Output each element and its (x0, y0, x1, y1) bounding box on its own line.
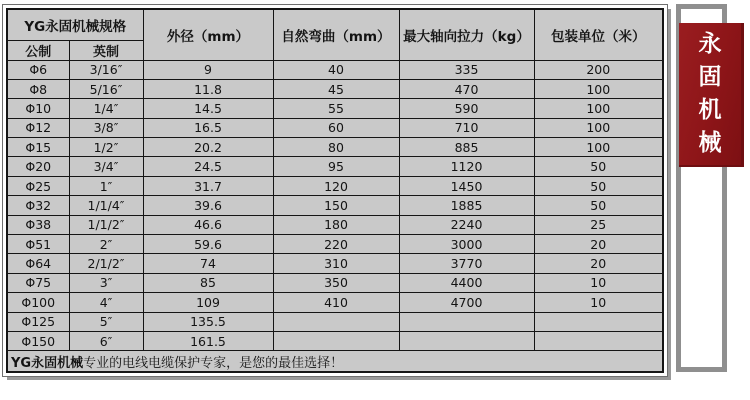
table-row (7, 273, 663, 292)
table-cell: Φ75 (7, 273, 69, 292)
table-row (7, 79, 663, 98)
table-row (7, 118, 663, 137)
table-cell (273, 312, 399, 331)
table-cell: Φ15 (7, 138, 69, 157)
table-row (7, 312, 663, 331)
table-row (7, 99, 663, 118)
header-outer-diameter: 外径（mm） (143, 9, 273, 60)
header-max-tension: 最大轴向拉力（kg） (399, 9, 534, 60)
banner-char-4: 械 (698, 130, 722, 156)
footer-row (7, 351, 663, 372)
table-cell: 200 (534, 60, 663, 79)
table-cell: 50 (534, 196, 663, 215)
table-cell (273, 331, 399, 350)
spec-table-body (7, 60, 663, 351)
table-cell: 100 (534, 118, 663, 137)
table-cell: 4400 (399, 273, 534, 292)
table-cell: 109 (143, 293, 273, 312)
table-cell (399, 312, 534, 331)
table-cell: Φ125 (7, 312, 69, 331)
table-cell: 14.5 (143, 99, 273, 118)
table-cell: Φ150 (7, 331, 69, 350)
table-cell: 470 (399, 79, 534, 98)
table-cell: 1/1/2″ (69, 215, 143, 234)
table-cell: 161.5 (143, 331, 273, 350)
table-cell: 885 (399, 138, 534, 157)
table-cell: 4″ (69, 293, 143, 312)
table-cell: 1″ (69, 176, 143, 195)
table-cell: 74 (143, 254, 273, 273)
spec-table (6, 8, 664, 373)
table-cell: 11.8 (143, 79, 273, 98)
table-cell: 1885 (399, 196, 534, 215)
table-cell: Φ6 (7, 60, 69, 79)
table-cell: 1/4″ (69, 99, 143, 118)
table-row (7, 138, 663, 157)
table-cell: 3/4″ (69, 157, 143, 176)
table-row (7, 235, 663, 254)
table-cell: 310 (273, 254, 399, 273)
footer-slogan: 专业的电线电缆保护专家，是您的最佳选择！ (83, 355, 344, 371)
table-cell (534, 331, 663, 350)
table-cell: 5/16″ (69, 79, 143, 98)
table-cell: 16.5 (143, 118, 273, 137)
table-cell: 10 (534, 273, 663, 292)
table-cell: 3000 (399, 235, 534, 254)
table-cell: 3/16″ (69, 60, 143, 79)
table-cell: 2/1/2″ (69, 254, 143, 273)
table-cell: Φ25 (7, 176, 69, 195)
table-row (7, 254, 663, 273)
table-cell: 3770 (399, 254, 534, 273)
table-cell: 6″ (69, 331, 143, 350)
table-cell: 60 (273, 118, 399, 137)
table-cell: Φ10 (7, 99, 69, 118)
table-row (7, 60, 663, 79)
table-cell: 3″ (69, 273, 143, 292)
table-cell: Φ51 (7, 235, 69, 254)
table-cell: Φ12 (7, 118, 69, 137)
table-cell: 180 (273, 215, 399, 234)
table-cell: 46.6 (143, 215, 273, 234)
table-row (7, 293, 663, 312)
header-natural-bend: 自然弯曲（mm） (273, 9, 399, 60)
table-cell: 4700 (399, 293, 534, 312)
table-cell: 45 (273, 79, 399, 98)
table-cell: 3/8″ (69, 118, 143, 137)
table-cell: 135.5 (143, 312, 273, 331)
table-cell: 20 (534, 235, 663, 254)
header-row-main (7, 9, 663, 40)
table-cell: 1120 (399, 157, 534, 176)
table-cell: Φ100 (7, 293, 69, 312)
table-cell: 410 (273, 293, 399, 312)
table-cell: 1/2″ (69, 138, 143, 157)
table-cell: 55 (273, 99, 399, 118)
table-cell: 590 (399, 99, 534, 118)
table-row (7, 157, 663, 176)
table-cell: 39.6 (143, 196, 273, 215)
table-cell (534, 312, 663, 331)
table-row (7, 176, 663, 195)
table-cell: Φ38 (7, 215, 69, 234)
header-spec-title: YG永固机械规格 (7, 9, 143, 40)
table-cell: 350 (273, 273, 399, 292)
table-cell (399, 331, 534, 350)
table-cell: 31.7 (143, 176, 273, 195)
table-cell: 40 (273, 60, 399, 79)
table-cell: 85 (143, 273, 273, 292)
table-cell: 50 (534, 157, 663, 176)
table-cell: 25 (534, 215, 663, 234)
table-row (7, 215, 663, 234)
table-cell: 2″ (69, 235, 143, 254)
table-cell: 2240 (399, 215, 534, 234)
footer-cell (7, 351, 663, 372)
table-cell: 335 (399, 60, 534, 79)
table-cell: 9 (143, 60, 273, 79)
table-cell: 80 (273, 138, 399, 157)
table-cell: Φ32 (7, 196, 69, 215)
table-cell: Φ20 (7, 157, 69, 176)
header-metric: 公制 (7, 40, 69, 60)
brand-banner (679, 23, 744, 167)
table-cell: 20.2 (143, 138, 273, 157)
footer-brand: YG永固机械 (11, 355, 84, 371)
table-cell: 5″ (69, 312, 143, 331)
banner-char-2: 固 (698, 64, 722, 90)
table-cell: 59.6 (143, 235, 273, 254)
table-cell: 95 (273, 157, 399, 176)
table-cell: 100 (534, 99, 663, 118)
table-row (7, 196, 663, 215)
banner-char-1: 永 (698, 31, 722, 57)
table-cell: 150 (273, 196, 399, 215)
header-packing-unit: 包装单位（米） (534, 9, 663, 60)
table-cell: 1/1/4″ (69, 196, 143, 215)
table-cell: 50 (534, 176, 663, 195)
table-cell: 100 (534, 79, 663, 98)
table-cell: 220 (273, 235, 399, 254)
table-cell: 100 (534, 138, 663, 157)
header-imperial: 英制 (69, 40, 143, 60)
table-cell: 10 (534, 293, 663, 312)
table-cell: 1450 (399, 176, 534, 195)
table-cell: 710 (399, 118, 534, 137)
table-cell: 120 (273, 176, 399, 195)
table-cell: Φ64 (7, 254, 69, 273)
table-cell: 20 (534, 254, 663, 273)
spec-table-frame (2, 4, 668, 377)
table-cell: Φ8 (7, 79, 69, 98)
table-cell: 24.5 (143, 157, 273, 176)
banner-char-3: 机 (698, 97, 722, 123)
table-row (7, 331, 663, 350)
